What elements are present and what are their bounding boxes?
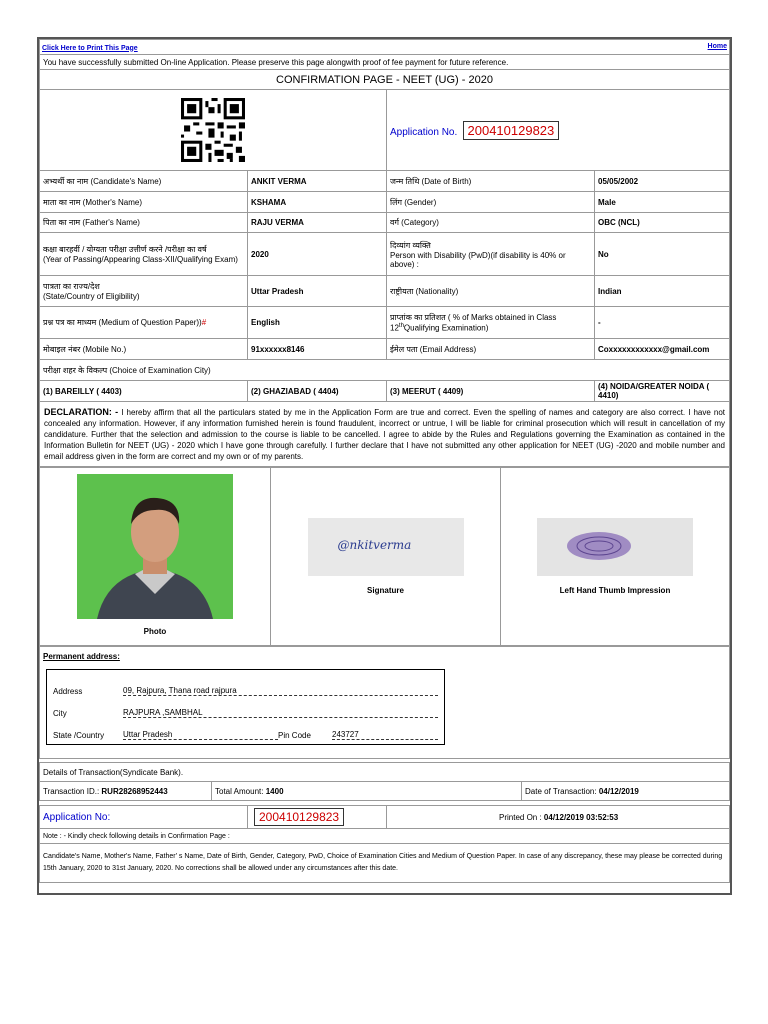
marks-label-b-wrap [390, 323, 591, 333]
father-name-value: RAJU VERMA [248, 213, 387, 233]
total-amount-value: 1400 [265, 786, 284, 796]
declaration-heading: DECLARATION: - [44, 406, 119, 417]
nationality-value: Indian [595, 276, 730, 307]
medium-value: English [248, 307, 387, 339]
signature-scribble: @nkitverma [337, 538, 412, 552]
state-row [53, 718, 438, 740]
signature-caption: Signature [367, 586, 404, 595]
address-heading: Permanent address: [43, 652, 120, 661]
page-title: CONFIRMATION PAGE - NEET (UG) - 2020 [40, 70, 730, 90]
transaction-date-value: 04/12/2019 [598, 786, 639, 796]
candidate-photo [77, 474, 233, 619]
transaction-table [39, 762, 730, 801]
email-label: ईमेल पता (Email Address) [387, 339, 595, 360]
success-notice: You have successfully submitted On-line Application. Please preserve this page alongwith proof of fee payment for future reference. [40, 55, 730, 70]
home-link[interactable]: Home [707, 42, 727, 50]
qr-code [181, 98, 245, 162]
passing-year-label-en: (Year of Passing/Appearing Class-XII/Qualifying Exam) [43, 255, 238, 264]
photo-silhouette [77, 474, 233, 619]
mobile-label: मोबाइल नंबर (Mobile No.) [40, 339, 248, 360]
dob-label: जन्म तिथि (Date of Birth) [387, 171, 595, 192]
pwd-label [387, 233, 595, 276]
thumb-print [537, 518, 693, 576]
pin-label: Pin Code [278, 731, 311, 740]
city-choice-3: (3) MEERUT ( 4409) [387, 381, 595, 402]
printed-on-label: Printed On : [499, 812, 542, 822]
thumb-cell [501, 468, 730, 646]
transaction-date [522, 782, 730, 801]
mother-name-label: माता का नाम (Mother's Name) [40, 192, 248, 213]
mobile-value: 91xxxxxx8146 [248, 339, 387, 360]
total-amount [212, 782, 522, 801]
marks-label-b: 12 [390, 323, 399, 333]
category-label: वर्ग (Category) [387, 213, 595, 233]
state-label [40, 276, 248, 307]
state-label-en: (State/Country of Eligibility) [43, 292, 140, 301]
city-choice-4: (4) NOIDA/GREATER NOIDA ( 4410) [595, 381, 730, 402]
top-links-row [40, 40, 730, 55]
gender-label: लिंग (Gender) [387, 192, 595, 213]
pin-value: 243727 [332, 730, 438, 740]
printed-on [387, 806, 730, 829]
note-line-2: Candidate's Name, Mother's Name, Father' s Name, Date of Birth, Gender, Category, PwD, Choice of Examination Cities and Medium of Question Paper. In case of any discrepancy, these may please be corrected during 15th January, 2020 to 31st January, 2020. No corrections shall be allowed under any circumstances after this date. [40, 844, 730, 883]
medium-label-text: प्रश्न पत्र का माध्यम (Medium of Question Paper)) [43, 318, 202, 327]
total-amount-label: Total Amount: [215, 786, 264, 796]
transaction-id-label: Transaction ID.: [43, 786, 100, 796]
address-box [46, 669, 445, 745]
thumb-impression-image [537, 518, 693, 576]
declaration [40, 402, 730, 467]
medium-label [40, 307, 248, 339]
passing-year-value: 2020 [248, 233, 387, 276]
declaration-text: I hereby affirm that all the particulars stated by me in the Application Form are true and correct. Even the spelling of names and category are also correct. I have not concealed any information. However, if any information furnished herein is found fraudulent, incorrect or untrue, I will be liable for criminal prosecution which will result in cancellation of my candidature. Further that the selection and admission to the course is liable to be cancelled. I agree to abide by the Rules and Regulations governing the Examination as contained in the Information Bulletin for NEET (UG) - 2020 which I have gone through carefully. I further declare that I have not submitted any other application for NEET (UG) -2020 and mobile number and email address given in the form are correct and my own or of my parents. [44, 407, 725, 461]
transaction-date-label: Date of Transaction: [525, 786, 597, 796]
header-table [39, 39, 730, 467]
candidate-name-label: अभ्यर्थी का नाम (Candidate's Name) [40, 171, 248, 192]
gender-value: Male [595, 192, 730, 213]
address-cell [40, 647, 730, 759]
print-link[interactable]: Click Here to Print This Page [42, 44, 138, 52]
confirmation-page [37, 37, 732, 895]
marks-value: - [595, 307, 730, 339]
city-choice-2: (2) GHAZIABAD ( 4404) [248, 381, 387, 402]
marks-label [387, 307, 595, 339]
address-label: Address [53, 687, 83, 696]
footer-application-number-cell [248, 806, 387, 829]
state-country-value: Uttar Pradesh [123, 730, 278, 740]
marks-label-sup: th [398, 323, 404, 330]
city-choice-label: परीक्षा शहर के विकल्प (Choice of Examination City) [40, 360, 730, 381]
mother-name-value: KSHAMA [248, 192, 387, 213]
footer-table [39, 805, 730, 883]
category-value: OBC (NCL) [595, 213, 730, 233]
address-row [53, 674, 438, 696]
transaction-id-value: RUR28268952443 [101, 786, 168, 796]
passing-year-label-hi: कक्षा बारहवीं / योग्यता परीक्षा उत्तीर्ण करने /परीक्षा का वर्ष [43, 245, 207, 254]
pwd-label-hi: दिव्यांग व्यक्ति [390, 240, 431, 250]
transaction-heading: Details of Transaction(Syndicate Bank). [40, 763, 730, 782]
email-value: Coxxxxxxxxxxxx@gmail.com [595, 339, 730, 360]
nationality-label: राष्ट्रीयता (Nationality) [387, 276, 595, 307]
father-name-label: पिता का नाम (Father's Name) [40, 213, 248, 233]
thumb-caption: Left Hand Thumb Impression [559, 586, 671, 595]
pwd-label-en: Person with Disability (PwD)(if disability is 40% or above) : [390, 250, 566, 269]
transaction-id [40, 782, 212, 801]
state-value: Uttar Pradesh [248, 276, 387, 307]
candidate-name-value: ANKIT VERMA [248, 171, 387, 192]
photo-cell [40, 468, 271, 646]
photo-caption: Photo [143, 627, 167, 636]
medium-mark: # [201, 318, 207, 327]
city-value: RAJPURA ,SAMBHAL [123, 708, 438, 718]
marks-label-a: प्राप्तांक का प्रतिशत ( % of Marks obtained in Class [390, 313, 557, 323]
pwd-value: No [595, 233, 730, 276]
application-number-cell [387, 90, 730, 171]
dob-value: 05/05/2002 [595, 171, 730, 192]
marks-label-c: Qualifying Examination) [403, 323, 489, 333]
note-line-1: Note : - Kindly check following details in Confirmation Page : [40, 829, 730, 844]
city-row [53, 696, 438, 718]
state-country-label: State /Country [53, 731, 105, 740]
address-value: 09, Rajpura, Thana road rajpura [123, 686, 438, 696]
state-label-hi: पात्रता का राज्य/देश [43, 282, 100, 291]
qr-cell [40, 90, 387, 171]
printed-on-value: 04/12/2019 03:52:53 [543, 812, 619, 822]
footer-application-label [40, 806, 248, 829]
city-choice-1: (1) BAREILLY ( 4403) [40, 381, 248, 402]
images-table [39, 467, 730, 646]
passing-year-label [40, 233, 248, 276]
city-label: City [53, 709, 67, 718]
footer-app-label: Application No: [43, 811, 111, 823]
application-number: 200410129823 [463, 121, 560, 140]
signature-cell [271, 468, 501, 646]
application-number-label: Application No. [390, 126, 458, 138]
signature-image [308, 518, 464, 576]
address-table [39, 646, 730, 759]
footer-application-number: 200410129823 [254, 808, 344, 826]
